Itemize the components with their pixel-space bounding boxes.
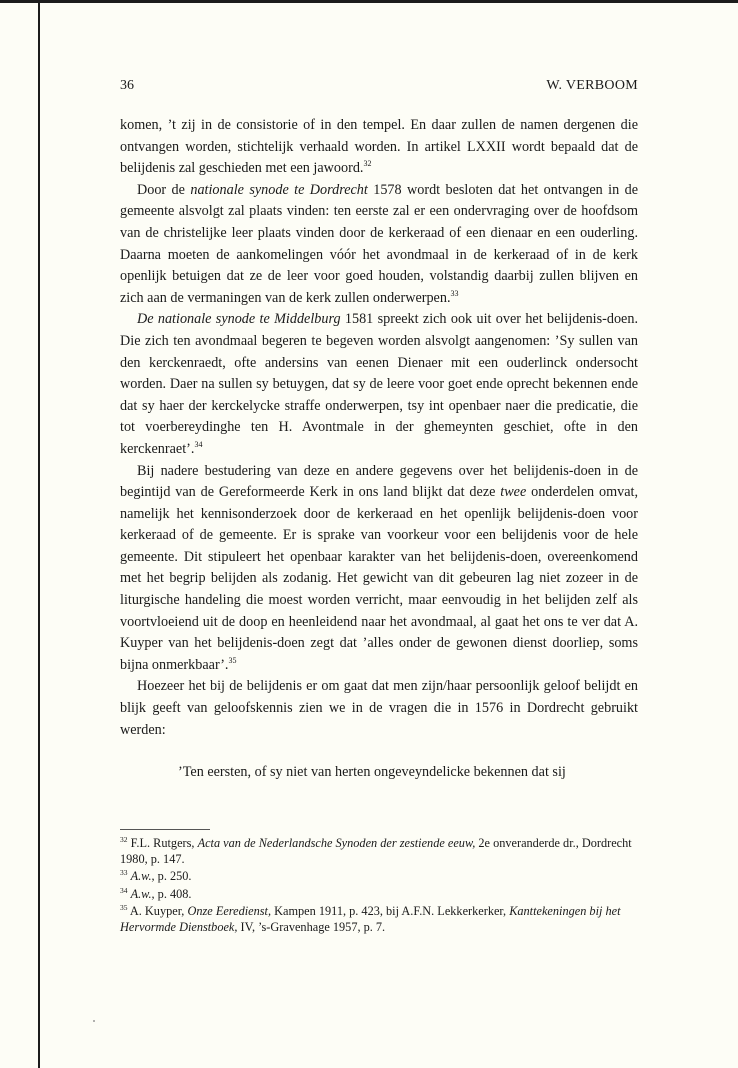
footnote-ref-35[interactable]: 35 — [228, 655, 237, 665]
running-header — [120, 78, 638, 96]
paragraph-1: komen, ’t zij in de consistorie of in den tempel. En daar zullen de namen dergenen die ontvangen worden, stichtelijk verhaald worden. In artikel LXXII wordt bepaald dat de belijdenis zal geschieden met een jawoord.$^{32}$ — [120, 117, 638, 177]
running-head-author: W. VERBOOM — [546, 78, 638, 93]
main-text — [120, 115, 638, 784]
emphasis-dordrecht: nationale synode te Dordrecht — [190, 181, 368, 198]
scan-speck — [93, 1020, 95, 1022]
page-number: 36 — [120, 78, 134, 93]
footnote-35: $^{35}$ A. Kuyper, Onze Eeredienst, Kampen 1911, p. 423, bij A.F.N. Lekkerkerker, Kanttekeningen bij het Hervormde Dienstboek, IV, ’s-Gravenhage 1957, p. 7. — [120, 903, 621, 934]
emphasis-twee: twee — [500, 484, 527, 501]
block-quote: ’Ten eersten, of sy niet van herten ongeveyndelicke bekennen dat sij — [178, 764, 566, 781]
footnote-32: $^{32}$ F.L. Rutgers, Acta van de Nederlandsche Synoden der zestiende eeuw, 2e onveranderde dr., Dordrecht 1980, p. 147. — [120, 835, 632, 866]
footnote-34: $^{34}$ A.w., p. 408. — [120, 885, 192, 901]
footnote-ref-33[interactable]: 33 — [450, 288, 459, 298]
footnote-ref-32[interactable]: 32 — [363, 159, 372, 169]
emphasis-middelburg: De nationale synode te Middelburg — [137, 311, 341, 328]
paragraph-3: De nationale synode te Middelburg 1581 spreekt zich ook uit over het belijdenis-doen. Die zich ten avondmaal begeren te begeven worden alsvolgt aangenomen: ’Sy sullen van den kerckenraedt, ofte andersins van eenen Dienaer mit een ouderlinck ondersocht worden. Daer na sullen sy betuygen, dat sy de leere voor goet ende oprecht bekennen ende dat sy haer der kerckelycke straffe onderwerpen, tsy int openbaer naer die predicatie, die tot voerbereydinghe ten H. Avontmale in der ghemeynten geschiet, ofte in den kerckenraet’.$^{34}$ — [120, 311, 638, 457]
footnote-divider — [120, 829, 210, 830]
footnotes — [120, 836, 638, 937]
paragraph-4: Bij nadere bestudering van deze en andere gegevens over het belijdenis-doen in de begintijd van de Gereformeerde Kerk in ons land blijkt dat deze twee onderdelen omvat, namelijk het kennisonderzoek door de kerkeraad en het openlijk belijdenis-doen voor kerkeraad of de gemeente. Er is sprake van voorkeur voor een belijdenis voor de hele gemeente. Dit stipuleert het openbaar karakter van het belijdenis-doen, overeenkomend met het begrip belijden als zodanig. Het gewicht van dit gebeuren lag niet zozeer in de liturgische handeling die moest worden verricht, maar eenvoudig in het belijden zelf als voortvloeiend uit de doop en heenleidend naar het avondmaal, al gaat het ons te ver dat A. Kuyper van het belijdenis-doen zegt dat ’alles onder de gewonen dienst doorliep, soms bijna onmerkbaar’.$^{35}$ — [120, 462, 638, 673]
footnote-33: $^{33}$ A.w., p. 250. — [120, 868, 192, 883]
scan-edge-top — [0, 0, 738, 3]
scan-edge-left — [38, 0, 40, 1068]
paragraph-5: Hoezeer het bij de belijdenis er om gaat dat men zijn/haar persoonlijk geloof belijdt en blijk geeft van geloofskennis zien we in de vragen die in 1576 in Dordrecht gebruikt werden: — [120, 678, 638, 738]
footnote-ref-34[interactable]: 34 — [194, 439, 203, 449]
paragraph-2: Door de nationale synode te Dordrecht 1578 wordt besloten dat het ontvangen in de gemeente alsvolgt zal plaats vinden: ten eerste zal er een ondervraging over de hoofdsom van de christelijke leer plaats vinden door de kerkeraad of een dienaar en een ouderling. Daarna moeten de aankomelingen vóór het avondmaal in de kerkeraad of in de kerk openlijk betuigen dat ze de leer voor goed houden, volstandig daarbij zullen blijven en zich aan de vermaningen van de kerk zullen onderwerpen.$^{33}$ — [120, 181, 638, 306]
